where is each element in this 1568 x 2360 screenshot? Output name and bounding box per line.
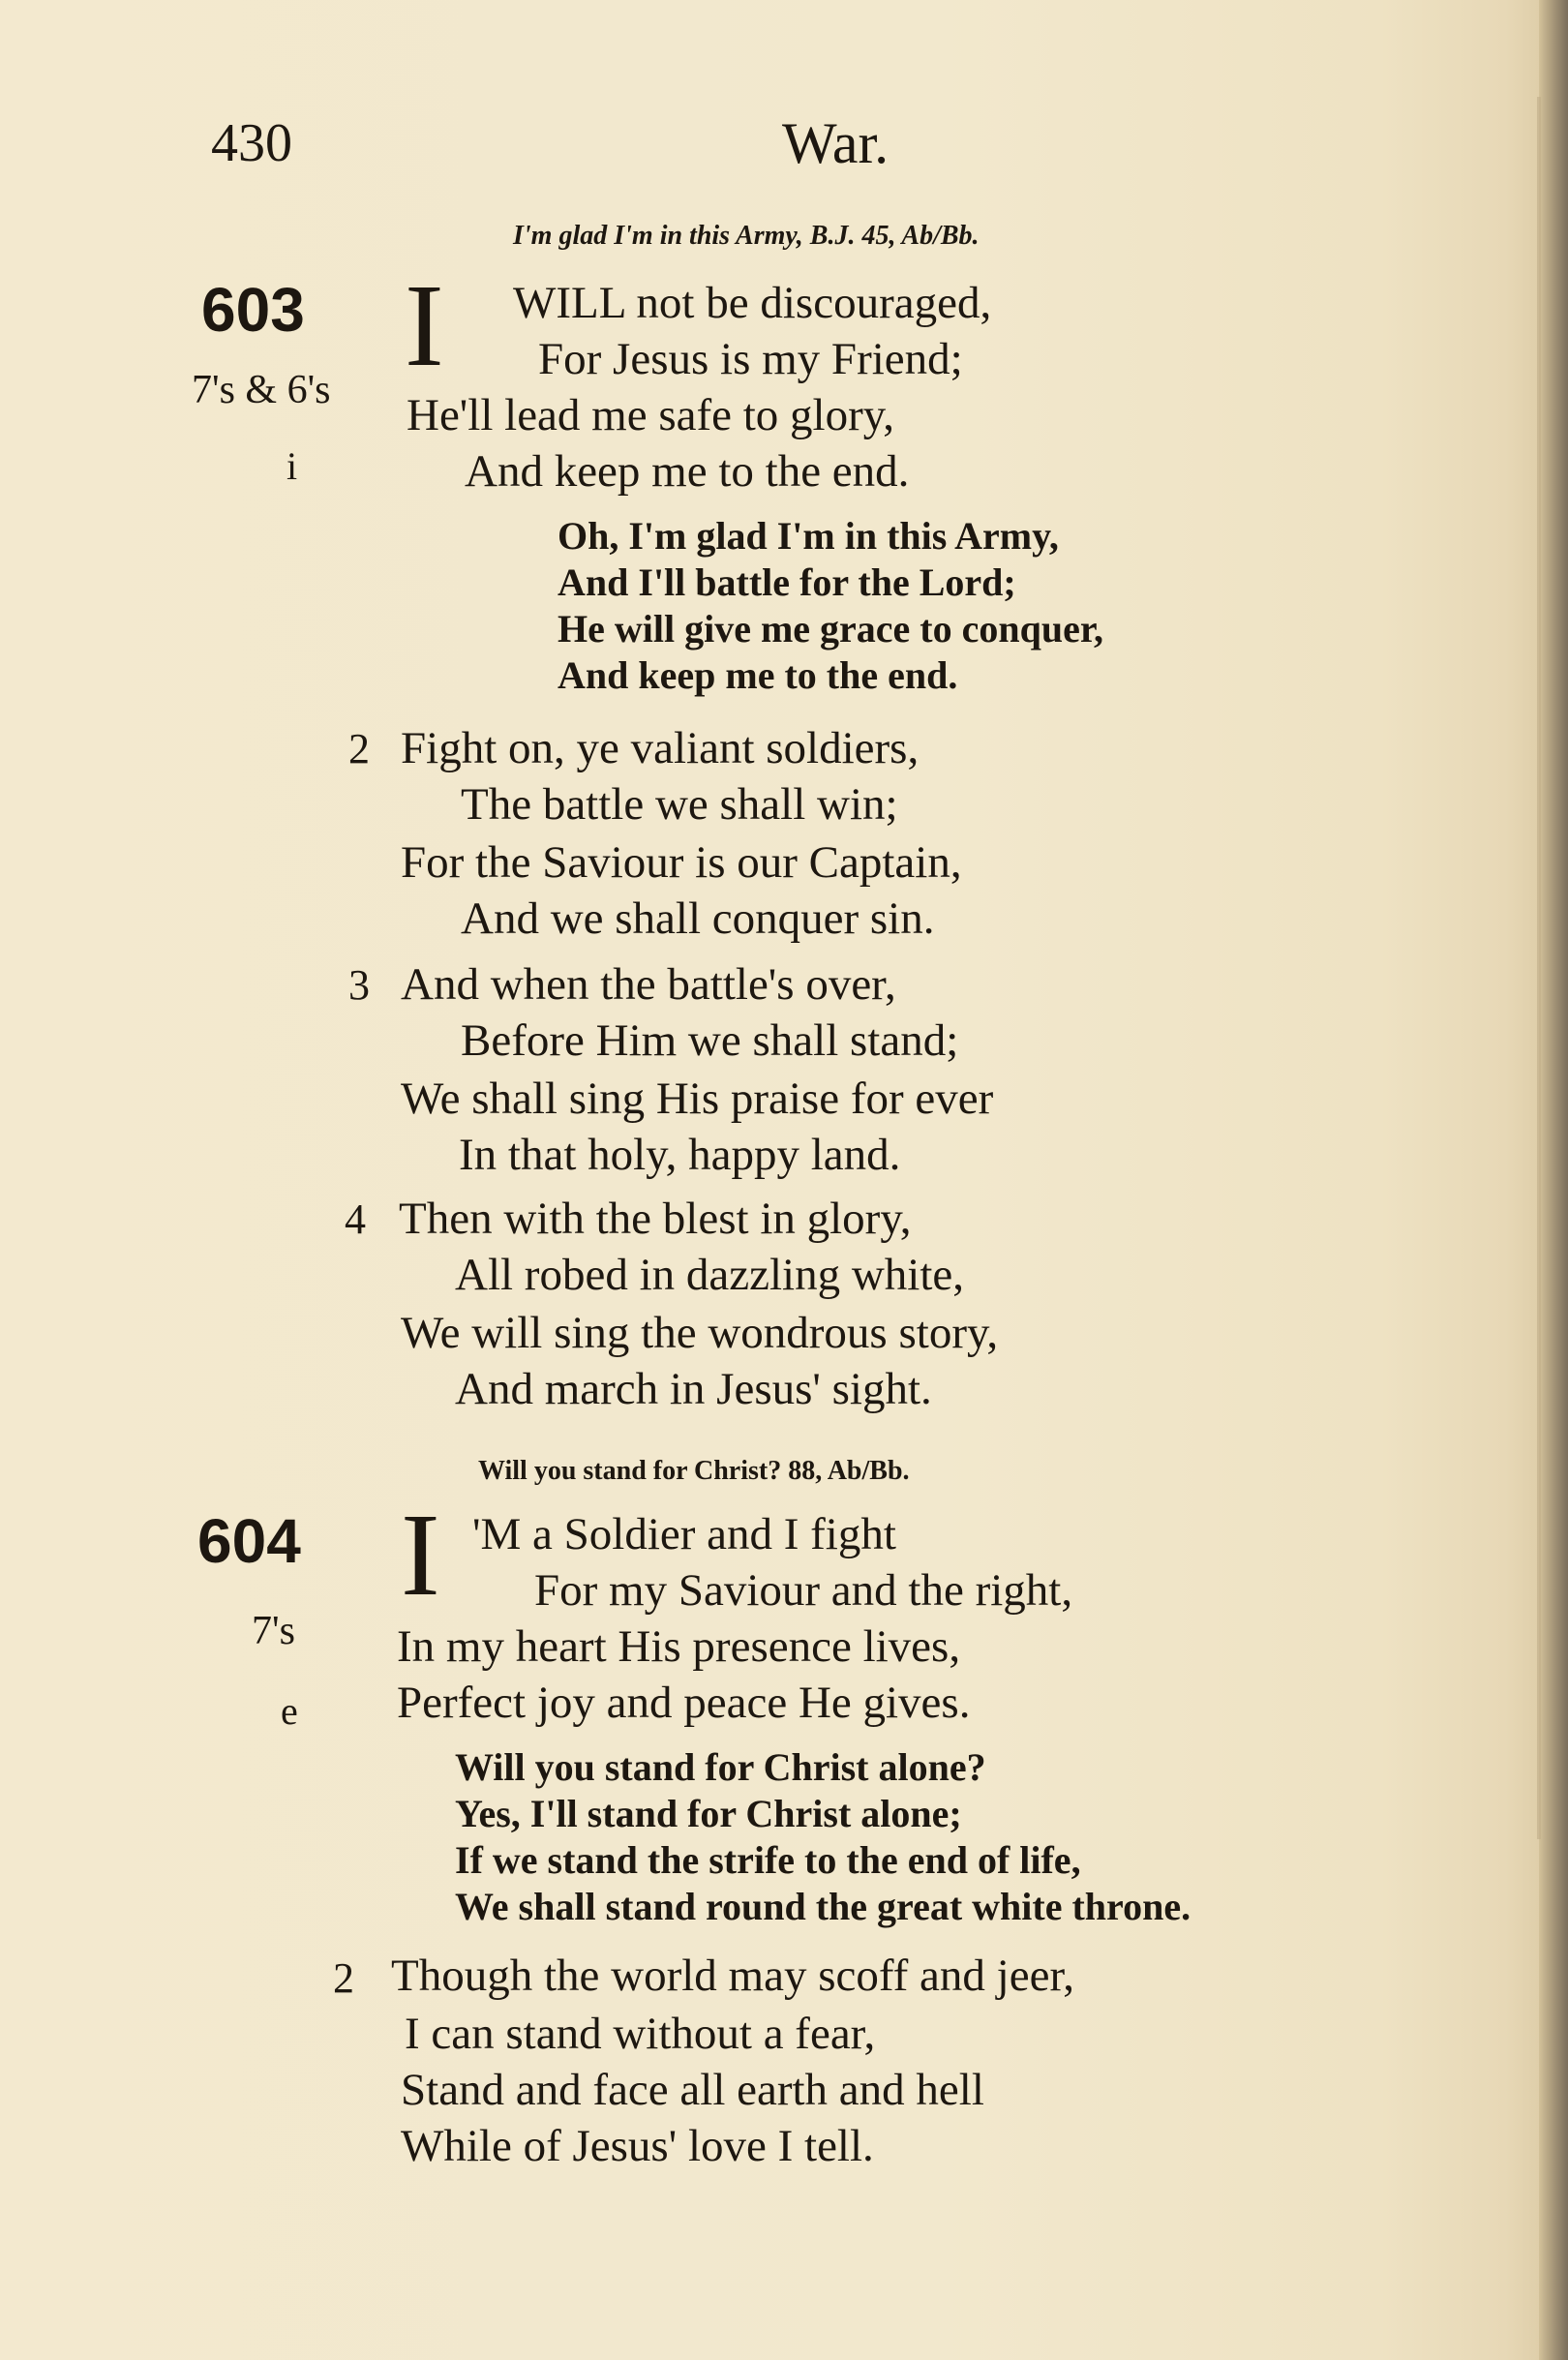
verse-line: Then with the blest in glory, <box>399 1194 912 1244</box>
verse-line: Though the world may scoff and jeer, <box>391 1951 1074 2001</box>
tune-reference: I'm glad I'm in this Army, B.J. 45, Ab/Bb. <box>513 221 980 251</box>
verse-number: 3 <box>348 961 370 1009</box>
verse-line: For the Saviour is our Captain, <box>401 837 962 888</box>
chorus-line: Yes, I'll stand for Christ alone; <box>455 1792 962 1835</box>
verse-line: For my Saviour and the right, <box>534 1565 1073 1616</box>
hymn-key: i <box>286 444 298 488</box>
page-edge <box>1537 97 1541 1839</box>
chorus-line: Oh, I'm glad I'm in this Army, <box>558 514 1059 558</box>
verse-number: 4 <box>345 1195 366 1243</box>
verse-line: For Jesus is my Friend; <box>538 334 963 384</box>
hymn-number: 604 <box>197 1506 301 1576</box>
verse-line: We shall sing His praise for ever <box>401 1074 994 1124</box>
section-title: War. <box>782 111 890 175</box>
tune-reference: Will you stand for Christ? 88, Ab/Bb. <box>478 1456 910 1486</box>
chorus-line: He will give me grace to conquer, <box>558 607 1103 651</box>
verse-line: And when the battle's over, <box>401 959 896 1010</box>
verse-line: And keep me to the end. <box>465 446 910 497</box>
verse-line: In that holy, happy land. <box>459 1130 901 1180</box>
verse-line: And we shall conquer sin. <box>461 893 935 944</box>
hymn-meter: 7's & 6's <box>192 368 331 412</box>
verse-line: We will sing the wondrous story, <box>401 1308 999 1358</box>
verse-line: In my heart His presence lives, <box>397 1621 961 1672</box>
verse-line: Fight on, ye valiant soldiers, <box>401 723 920 773</box>
verse-line: He'll lead me safe to glory, <box>407 390 894 440</box>
verse-line: While of Jesus' love I tell. <box>401 2121 874 2171</box>
chorus-line: And I'll battle for the Lord; <box>558 560 1016 604</box>
page-gutter <box>1539 0 1568 2360</box>
verse-line: Stand and face all earth and hell <box>401 2065 984 2115</box>
verse-number: 2 <box>333 1954 354 2002</box>
chorus-line: And keep me to the end. <box>558 653 958 697</box>
verse-line: Perfect joy and peace He gives. <box>397 1678 971 1728</box>
verse-line: WILL not be discouraged, <box>513 278 992 328</box>
hymn-meter: 7's <box>252 1609 295 1653</box>
drop-cap: I <box>405 260 444 391</box>
hymn-number: 603 <box>201 275 305 345</box>
verse-number: 2 <box>348 725 370 772</box>
page-number: 430 <box>211 113 292 173</box>
verse-line: Before Him we shall stand; <box>461 1015 959 1066</box>
chorus-line: If we stand the strife to the end of life, <box>455 1838 1081 1882</box>
drop-cap: I <box>401 1490 440 1620</box>
verse-line: The battle we shall win; <box>461 779 898 830</box>
verse-line: 'M a Soldier and I fight <box>472 1509 896 1559</box>
verse-line: And march in Jesus' sight. <box>455 1364 932 1414</box>
verse-line: I can stand without a fear, <box>405 2009 876 2059</box>
verse-line: All robed in dazzling white, <box>455 1250 964 1300</box>
hymn-key: e <box>281 1689 298 1733</box>
chorus-line: Will you stand for Christ alone? <box>455 1745 986 1789</box>
chorus-line: We shall stand round the great white throne. <box>455 1885 1191 1928</box>
